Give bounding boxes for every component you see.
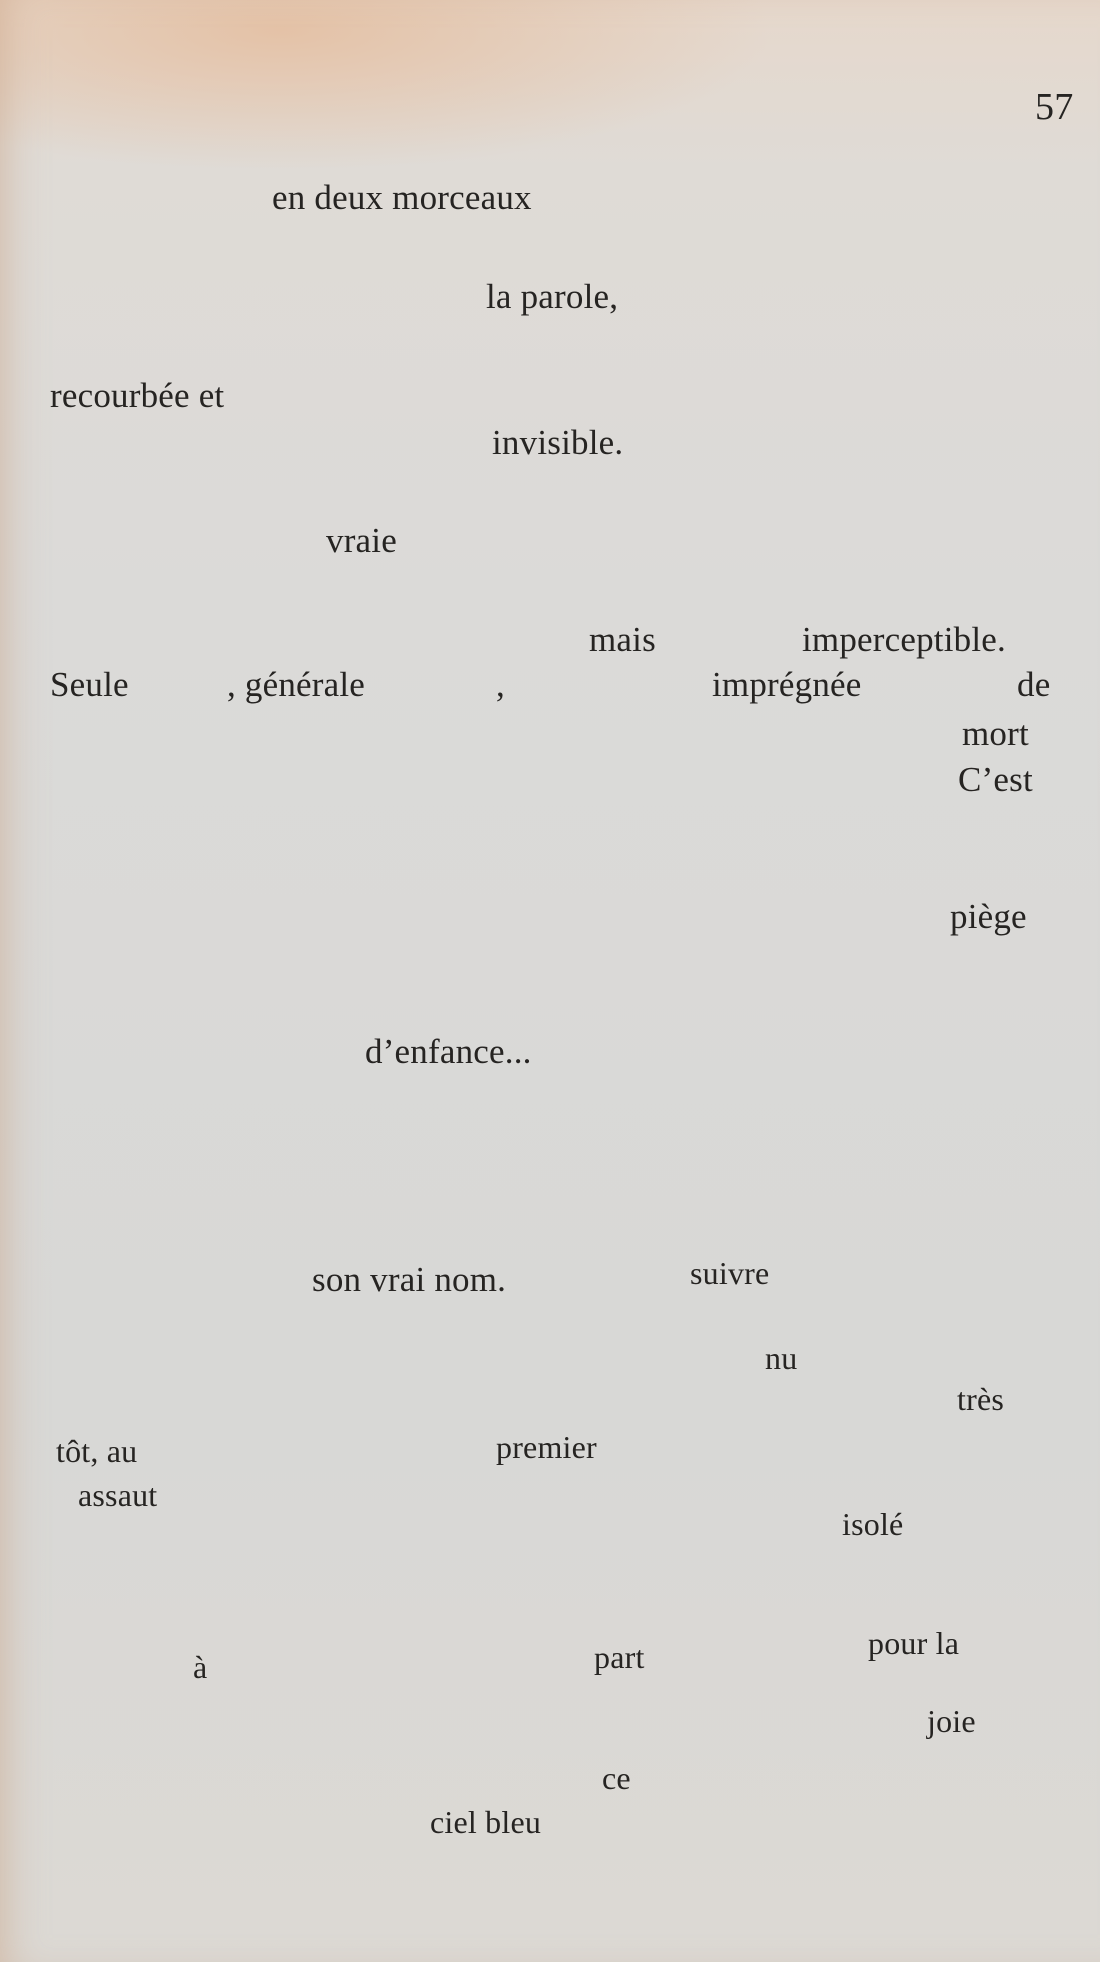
text-fragment: en deux morceaux xyxy=(272,178,532,217)
text-fragment: ce xyxy=(602,1760,631,1796)
text-fragment: piège xyxy=(950,897,1027,936)
text-fragment: assaut xyxy=(78,1477,158,1513)
text-fragment: imperceptible. xyxy=(802,620,1006,659)
text-fragment: invisible. xyxy=(492,423,624,462)
text-fragment: suivre xyxy=(690,1255,770,1291)
text-fragment: mais xyxy=(589,620,656,659)
text-fragment: très xyxy=(957,1381,1005,1417)
text-fragment: C’est xyxy=(958,760,1033,799)
text-fragment: son vrai nom. xyxy=(312,1260,507,1299)
text-fragment: de xyxy=(1017,665,1051,704)
text-fragment: ciel bleu xyxy=(430,1804,542,1840)
text-fragment: la parole, xyxy=(486,277,619,316)
text-fragment: imprégnée xyxy=(712,665,862,704)
text-fragment: nu xyxy=(765,1340,798,1376)
text-fragment: premier xyxy=(496,1429,597,1465)
text-fragment: , générale xyxy=(227,665,366,704)
text-fragment: d’enfance... xyxy=(365,1032,532,1071)
text-fragment: joie xyxy=(927,1703,976,1739)
text-fragment: tôt, au xyxy=(56,1433,138,1469)
text-fragment: à xyxy=(193,1649,208,1685)
text-fragment: Seule xyxy=(50,665,129,704)
text-fragment: vraie xyxy=(326,521,397,560)
text-fragment: part xyxy=(594,1639,645,1675)
text-fragment: , xyxy=(496,665,505,704)
text-fragment: isolé xyxy=(842,1506,904,1542)
text-fragment: pour la xyxy=(868,1625,960,1661)
text-fragment: recourbée et xyxy=(50,376,225,415)
page-number: 57 xyxy=(1035,86,1074,128)
text-fragment: mort xyxy=(962,714,1029,753)
